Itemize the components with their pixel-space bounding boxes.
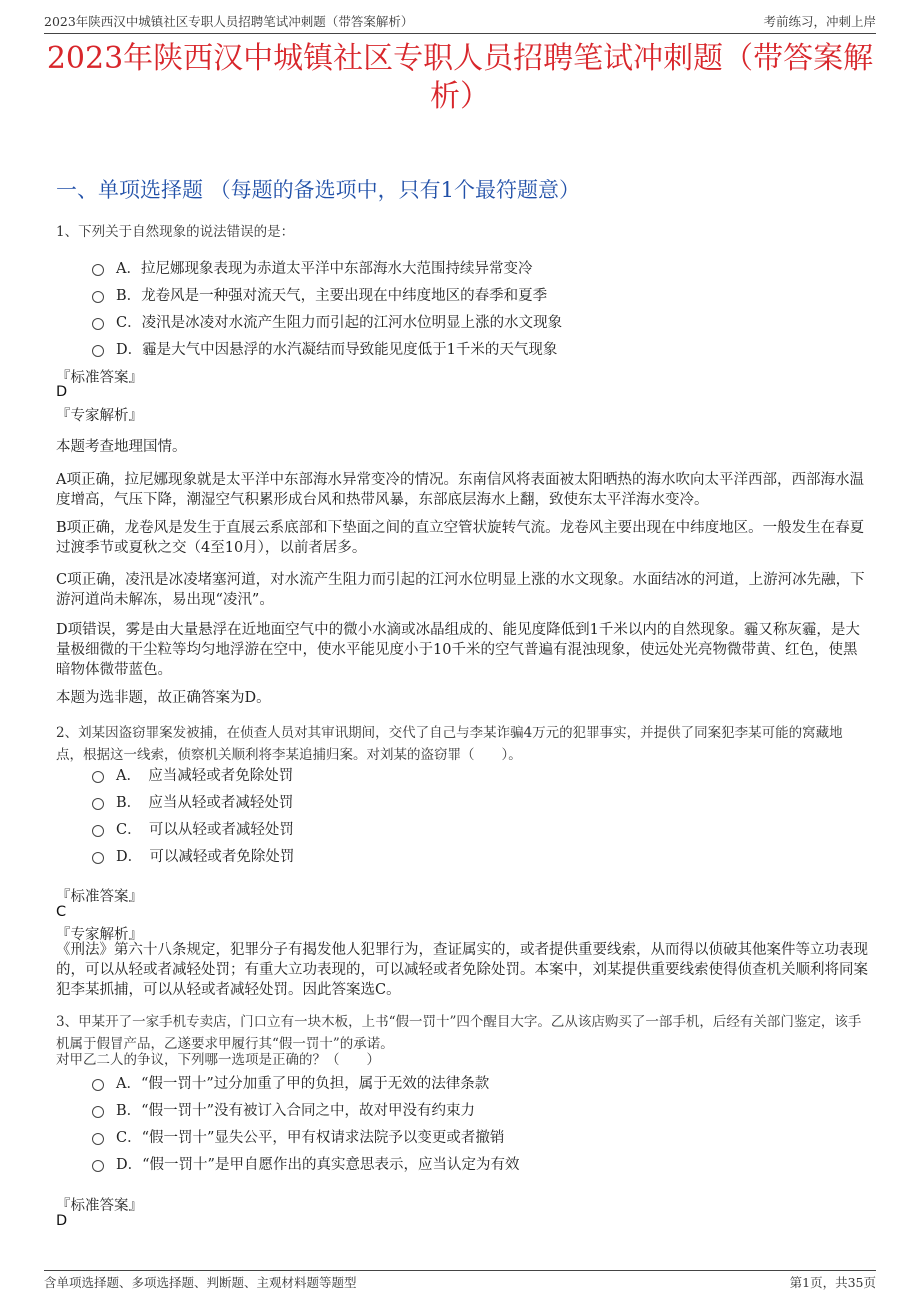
q1-option-a[interactable] bbox=[92, 257, 532, 278]
option-label: D． 可以减轻或者免除处罚 bbox=[116, 849, 295, 865]
q2-analysis: 《刑法》第六十八条规定，犯罪分子有揭发他人犯罪行为，查证属实的，或者提供重要线索，从而得以侦破其他案件等立功表现的，可以从轻或者减轻处罚；有重大立功表现的，可以减轻或者免除处罚。本案中，刘某提供重要线索使得侦查机关顺利将同案犯李某抓捕，可以从轻或者减轻处罚。因此答案选C。 bbox=[56, 942, 868, 998]
q1-analysis-intro: 本题考查地理国情。 bbox=[56, 439, 187, 455]
document-title: 2023年陕西汉中城镇社区专职人员招聘笔试冲刺题（带答案解析） bbox=[46, 41, 874, 114]
q3-option-a[interactable] bbox=[92, 1072, 489, 1093]
q3-option-d[interactable] bbox=[92, 1153, 519, 1174]
q2-option-a[interactable] bbox=[92, 764, 293, 785]
q1-answer-label: 『标准答案』 bbox=[56, 370, 143, 386]
q3-option-b[interactable] bbox=[92, 1099, 475, 1120]
q2-option-c[interactable] bbox=[92, 818, 294, 839]
q3-answer: D bbox=[56, 1213, 68, 1229]
radio-icon[interactable] bbox=[92, 318, 104, 330]
q1-analysis-label: 『专家解析』 bbox=[56, 408, 143, 424]
q2-answer-label: 『标准答案』 bbox=[56, 889, 143, 905]
option-label: B．龙卷风是一种强对流天气，主要出现在中纬度地区的春季和夏季 bbox=[116, 288, 548, 304]
option-label: A．拉尼娜现象表现为赤道太平洋中东部海水大范围持续异常变冷 bbox=[116, 261, 533, 277]
radio-icon[interactable] bbox=[92, 852, 104, 864]
option-label: D．“假一罚十”是甲自愿作出的真实意思表示，应当认定为有效 bbox=[116, 1157, 520, 1173]
radio-icon[interactable] bbox=[92, 798, 104, 810]
q1-analysis-a: A项正确，拉尼娜现象就是太平洋中东部海水异常变冷的情况。东南信风将表面被太阳晒热的海水吹向太平洋西部，西部海水温度增高，气压下降，潮湿空气积累形成台风和热带风暴，东部底层海水上翻，致使东太平洋海水变冷。 bbox=[56, 472, 864, 508]
q1-analysis-c: C项正确，凌汛是冰凌堵塞河道，对水流产生阻力而引起的江河水位明显上涨的水文现象。水面结冰的河道，上游河冰先融，下游河道尚未解冻，易出现“凌汛”。 bbox=[56, 572, 865, 608]
option-label: C． 可以从轻或者减轻处罚 bbox=[116, 822, 294, 838]
q2-answer: C bbox=[56, 904, 67, 920]
option-label: C．凌汛是冰凌对水流产生阻力而引起的江河水位明显上涨的水文现象 bbox=[116, 315, 563, 331]
option-label: B．“假一罚十”没有被订入合同之中，故对甲没有约束力 bbox=[116, 1103, 475, 1119]
radio-icon[interactable] bbox=[92, 771, 104, 783]
q2-option-b[interactable] bbox=[92, 791, 293, 812]
option-label: B． 应当从轻或者减轻处罚 bbox=[116, 795, 294, 811]
q2-option-d[interactable] bbox=[92, 845, 294, 866]
q1-analysis-conclusion: 本题为选非题，故正确答案为D。 bbox=[56, 690, 271, 706]
q1-option-c[interactable] bbox=[92, 311, 562, 332]
radio-icon[interactable] bbox=[92, 1106, 104, 1118]
q1-analysis-b: B项正确，龙卷风是发生于直展云系底部和下垫面之间的直立空管状旋转气流。龙卷风主要出现在中纬度地区。一般发生在春夏过渡季节或夏秋之交（4至10月），以前者居多。 bbox=[56, 520, 865, 556]
radio-icon[interactable] bbox=[92, 825, 104, 837]
q3-answer-label: 『标准答案』 bbox=[56, 1198, 143, 1214]
q1-analysis-d: D项错误，雾是由大量悬浮在近地面空气中的微小水滴或冰晶组成的、能见度降低到1千米以内的自然现象。霾又称灰霾，是大量极细微的干尘粒等均匀地浮游在空中，使水平能见度小于10千米的空气普遍有混浊现象，使远处光亮物微带黄、红色，使黑暗物体微带蓝色。 bbox=[56, 622, 860, 678]
q1-option-b[interactable] bbox=[92, 284, 547, 305]
q1-answer: D bbox=[56, 384, 68, 400]
header-doc-title: 2023年陕西汉中城镇社区专职人员招聘笔试冲刺题（带答案解析） bbox=[44, 14, 414, 29]
page-number: 第1页，共35页 bbox=[789, 1275, 876, 1290]
option-label: A． 应当减轻或者免除处罚 bbox=[116, 768, 294, 784]
radio-icon[interactable] bbox=[92, 1079, 104, 1091]
q1-option-d[interactable] bbox=[92, 338, 557, 359]
page-footer bbox=[44, 1270, 876, 1293]
radio-icon[interactable] bbox=[92, 291, 104, 303]
option-label: D．霾是大气中因悬浮的水汽凝结而导致能见度低于1千米的天气现象 bbox=[116, 342, 558, 358]
radio-icon[interactable] bbox=[92, 264, 104, 276]
option-label: C．“假一罚十”显失公平，甲有权请求法院予以变更或者撤销 bbox=[116, 1130, 505, 1146]
header-slogan: 考前练习，冲刺上岸 bbox=[763, 14, 876, 29]
radio-icon[interactable] bbox=[92, 1133, 104, 1145]
option-label: A．“假一罚十”过分加重了甲的负担，属于无效的法律条款 bbox=[116, 1076, 490, 1092]
q2-analysis-label: 『专家解析』 bbox=[56, 927, 143, 943]
question-3-stem: 3、甲某开了一家手机专卖店，门口立有一块木板，上书“假一罚十”四个醒目大字。乙从该店购买了一部手机，后经有关部门鉴定，该手机属于假冒产品，乙遂要求甲履行其“假一罚十”的承诺。 bbox=[56, 1014, 862, 1052]
question-3-prompt: 对甲乙二人的争议，下列哪一选项是正确的？（ ） bbox=[56, 1052, 380, 1068]
page-header bbox=[44, 8, 876, 34]
q3-option-c[interactable] bbox=[92, 1126, 504, 1147]
radio-icon[interactable] bbox=[92, 345, 104, 357]
question-1-stem: 1、下列关于自然现象的说法错误的是： bbox=[56, 224, 295, 240]
footer-question-types: 含单项选择题、多项选择题、判断题、主观材料题等题型 bbox=[44, 1275, 357, 1290]
radio-icon[interactable] bbox=[92, 1160, 104, 1172]
section-heading: 一、单项选择题 （每题的备选项中，只有1个最符题意） bbox=[56, 178, 581, 202]
question-2-stem: 2、刘某因盗窃罪案发被捕，在侦查人员对其审讯期间，交代了自己与李某诈骗4万元的犯罪事实，并提供了同案犯李某可能的窝藏地点，根据这一线索，侦察机关顺利将李某追捕归案。对刘某的盗窃罪（ ）。 bbox=[56, 725, 843, 763]
